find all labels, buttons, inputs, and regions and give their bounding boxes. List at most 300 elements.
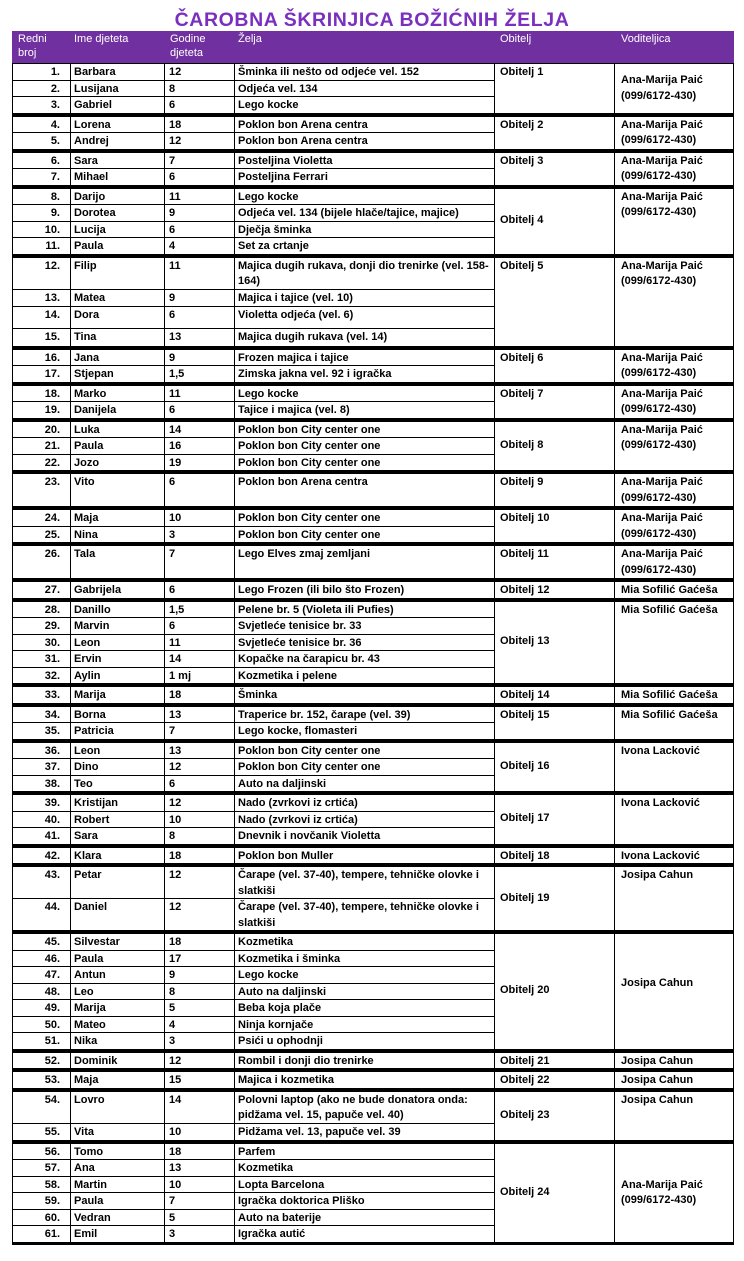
wish-text: Majica dugih rukava (vel. 14) xyxy=(238,330,388,343)
family-label: Obitelj 7 xyxy=(500,387,544,400)
leader-name: Ana-Marija Paić (099/6172-430) xyxy=(621,423,703,451)
row-number: 42. xyxy=(44,849,60,862)
wish-text: Poklon bon City center one xyxy=(238,423,381,436)
wish-text: Nado (zvrkovi iz crtića) xyxy=(238,797,358,809)
leader-name: Ana-Marija Paić (099/6172-430) xyxy=(621,259,703,287)
family-group xyxy=(12,149,734,185)
child-age: 10 xyxy=(169,1178,182,1191)
family-group xyxy=(12,598,734,684)
header-godine-djeteta: Godine djeteta xyxy=(170,33,206,59)
child-name: Barbara xyxy=(74,66,116,78)
row-number: 32. xyxy=(44,669,60,682)
leader-name: Ana-Marija Paić (099/6172-430) xyxy=(621,476,703,504)
family-group xyxy=(12,683,734,703)
table-row xyxy=(12,899,494,930)
wish-text: Psići u ophodnji xyxy=(238,1035,323,1047)
table-row xyxy=(12,812,494,828)
child-age: 11 xyxy=(169,636,181,649)
child-name: Borna xyxy=(74,708,106,721)
row-number: 44. xyxy=(44,901,60,913)
wish-text: Rombil i donji dio trenirke xyxy=(238,1054,374,1067)
wish-text: Lego kocke xyxy=(238,190,299,203)
page-title: ČAROBNA ŠKRINJICA BOŽIĆNIH ŽELJA xyxy=(174,9,570,31)
row-number: 8. xyxy=(50,190,60,203)
child-name: Klara xyxy=(74,849,102,862)
family-label: Obitelj 2 xyxy=(500,118,544,131)
table-row xyxy=(12,307,494,328)
child-name: Matea xyxy=(74,291,106,304)
row-number: 3. xyxy=(50,99,60,111)
row-number: 24. xyxy=(44,512,60,524)
wish-text: Igračka autić xyxy=(238,1228,306,1240)
family-group xyxy=(12,113,734,149)
row-number: 52. xyxy=(44,1054,60,1067)
table-row xyxy=(12,169,494,185)
child-age: 6 xyxy=(169,476,176,488)
family-label: Obitelj 21 xyxy=(500,1054,550,1067)
table-row xyxy=(12,222,494,238)
wish-text: Lego kocke xyxy=(238,99,299,111)
family-label: Obitelj 11 xyxy=(500,548,549,560)
table-row xyxy=(12,951,494,967)
child-age: 8 xyxy=(169,985,176,998)
child-age: 6 xyxy=(169,777,176,790)
family-group xyxy=(12,185,734,254)
family-group xyxy=(12,1068,734,1088)
table-row xyxy=(12,707,494,723)
child-name: Filip xyxy=(74,259,97,272)
table-row xyxy=(12,582,494,598)
wish-text: Pelene br. 5 (Violeta ili Pufies) xyxy=(238,603,394,616)
table-row xyxy=(12,1144,494,1160)
family-group xyxy=(12,382,734,418)
row-number: 22. xyxy=(44,456,60,469)
row-number: 16. xyxy=(44,351,60,364)
header-voditeljica: Voditeljica xyxy=(621,33,671,45)
table-row xyxy=(12,1092,494,1123)
row-number: 30. xyxy=(44,636,60,649)
row-number: 7. xyxy=(50,171,60,183)
child-name: Luka xyxy=(74,423,100,436)
row-number: 4. xyxy=(50,118,60,131)
table-row xyxy=(12,1000,494,1016)
wish-text: Poklon bon Arena centra xyxy=(238,476,368,488)
table-row xyxy=(12,668,494,684)
wish-text: Traperice br. 152, čarape (vel. 39) xyxy=(238,708,411,721)
wish-text: Lego kocke xyxy=(238,387,299,400)
table-row xyxy=(12,422,494,438)
child-age: 6 xyxy=(169,308,176,321)
row-number: 26. xyxy=(44,548,60,560)
wish-text: Lego kocke, flomasteri xyxy=(238,725,358,737)
child-name: Kristijan xyxy=(74,797,119,809)
child-age: 12 xyxy=(169,869,182,881)
family-group xyxy=(12,418,734,471)
child-name: Lovro xyxy=(74,1093,105,1106)
family-label: Obitelj 22 xyxy=(500,1074,550,1086)
child-age: 7 xyxy=(169,154,176,167)
wish-text: Kozmetika i šminka xyxy=(238,952,341,965)
row-number: 25. xyxy=(44,528,60,541)
child-name: Dorotea xyxy=(74,207,116,219)
table-row xyxy=(12,1033,494,1049)
table-row xyxy=(12,687,494,703)
leader-name: Mia Sofilić Gaćeša xyxy=(621,689,718,701)
leader-name: Ivona Lacković xyxy=(621,797,700,809)
child-name: Tina xyxy=(74,330,97,343)
table-row xyxy=(12,117,494,133)
child-name: Dino xyxy=(74,761,99,773)
row-number: 6. xyxy=(50,154,60,167)
child-age: 18 xyxy=(169,118,182,131)
table-row xyxy=(12,867,494,898)
wish-text: Frozen majica i tajice xyxy=(238,351,349,364)
child-name: Silvestar xyxy=(74,936,120,948)
row-number: 57. xyxy=(44,1162,60,1174)
table-row xyxy=(12,602,494,618)
wish-text: Poklon bon City center one xyxy=(238,744,381,757)
child-age: 8 xyxy=(169,82,176,95)
table-body xyxy=(12,63,734,1261)
table-row xyxy=(12,546,494,578)
child-age: 15 xyxy=(169,1074,182,1086)
child-age: 7 xyxy=(169,548,176,560)
child-age: 9 xyxy=(169,291,176,304)
row-number: 40. xyxy=(44,813,60,826)
family-label: Obitelj 9 xyxy=(500,476,544,488)
child-name: Paula xyxy=(74,240,104,252)
wish-text: Poklon bon City center one xyxy=(238,528,381,541)
table-row xyxy=(12,635,494,651)
wish-text: Kozmetika xyxy=(238,1162,294,1174)
family-label: Obitelj 1 xyxy=(500,66,544,78)
table-row xyxy=(12,618,494,634)
leader-name: Ana-Marija Paić (099/6172-430) xyxy=(621,74,703,102)
wish-text: Odjeća vel. 134 (bijele hlače/tajice, majice) xyxy=(238,207,459,219)
family-label: Obitelj 8 xyxy=(500,438,544,451)
family-group xyxy=(12,1049,734,1069)
row-number: 28. xyxy=(44,603,60,616)
wish-text: Auto na daljinski xyxy=(238,985,327,998)
row-number: 23. xyxy=(44,476,60,488)
row-number: 33. xyxy=(44,689,60,701)
table-row xyxy=(12,1177,494,1193)
leader-name: Mia Sofilić Gaćeša xyxy=(621,708,718,721)
child-age: 4 xyxy=(169,1018,176,1031)
child-name: Ana xyxy=(74,1162,95,1174)
child-name: Danillo xyxy=(74,603,111,616)
row-number: 31. xyxy=(44,653,60,665)
child-age: 3 xyxy=(169,1035,176,1047)
family-group xyxy=(12,1088,734,1140)
child-name: Nika xyxy=(74,1035,98,1047)
wish-text: Odjeća vel. 134 xyxy=(238,82,318,95)
leader-name: Josipa Cahun xyxy=(621,869,694,881)
table-row xyxy=(12,290,494,306)
child-age: 13 xyxy=(169,744,182,757)
family-label: Obitelj 19 xyxy=(500,891,550,904)
child-name: Paula xyxy=(74,1195,104,1207)
child-age: 11 xyxy=(169,259,181,272)
row-number: 61. xyxy=(44,1228,60,1240)
wish-text: Lego Elves zmaj zemljani xyxy=(238,548,371,560)
table-row xyxy=(12,189,494,205)
row-number: 19. xyxy=(44,404,60,416)
child-name: Leon xyxy=(74,744,101,757)
wish-text: Kozmetika i pelene xyxy=(238,669,338,682)
child-name: Maja xyxy=(74,1074,99,1086)
table-row xyxy=(12,984,494,1000)
table-row xyxy=(12,828,494,844)
child-age: 12 xyxy=(169,135,182,147)
child-age: 13 xyxy=(169,708,182,721)
child-age: 8 xyxy=(169,830,176,842)
child-name: Nina xyxy=(74,528,98,541)
table-row xyxy=(12,350,494,366)
child-name: Tala xyxy=(74,548,96,560)
wish-text: Violetta odjeća (vel. 6) xyxy=(238,308,354,321)
child-age: 6 xyxy=(169,404,176,416)
child-name: Stjepan xyxy=(74,368,114,380)
wish-text: Majica dugih rukava, donji dio trenirke (vel. 158-164) xyxy=(238,259,489,287)
family-group xyxy=(12,930,734,1049)
wish-text: Šminka xyxy=(238,689,278,701)
table-row xyxy=(12,153,494,169)
family-label: Obitelj 3 xyxy=(500,154,544,167)
leader-name: Mia Sofilić Gaćeša xyxy=(621,584,718,596)
row-number: 55. xyxy=(44,1125,60,1138)
row-number: 37. xyxy=(44,761,60,773)
family-group xyxy=(12,739,734,792)
family-label: Obitelj 10 xyxy=(500,512,550,524)
child-name: Paula xyxy=(74,952,104,965)
child-age: 6 xyxy=(169,99,176,111)
child-age: 9 xyxy=(169,207,176,219)
child-name: Marvin xyxy=(74,620,110,632)
child-name: Daniel xyxy=(74,901,108,913)
wish-text: Kozmetika xyxy=(238,936,294,948)
row-number: 47. xyxy=(44,969,60,981)
row-number: 46. xyxy=(44,952,60,965)
leader-name: Ana-Marija Paić (099/6172-430) xyxy=(621,387,703,415)
child-age: 14 xyxy=(169,423,182,436)
table-row xyxy=(12,402,494,418)
header-zelja: Želja xyxy=(238,33,262,45)
child-name: Maja xyxy=(74,512,99,524)
wish-text: Posteljina Ferrari xyxy=(238,171,328,183)
wish-text: Polovni laptop (ako ne bude donatora onda: pidžama vel. 15, papuče vel. 40) xyxy=(238,1093,468,1121)
wish-text: Nado (zvrkovi iz crtića) xyxy=(238,813,358,826)
table-bottom-border xyxy=(12,1242,734,1245)
wish-text: Šminka ili nešto od odjeće vel. 152 xyxy=(238,66,419,78)
header-obitelj: Obitelj xyxy=(500,33,532,45)
child-name: Petar xyxy=(74,869,102,881)
child-age: 18 xyxy=(169,1145,182,1158)
wish-text: Parfem xyxy=(238,1145,276,1158)
table-row xyxy=(12,1210,494,1226)
row-number: 11. xyxy=(45,240,60,252)
table-row xyxy=(12,527,494,543)
child-age: 9 xyxy=(169,351,176,364)
child-name: Jana xyxy=(74,351,100,364)
child-age: 14 xyxy=(169,653,182,665)
wish-text: Auto na baterije xyxy=(238,1211,322,1224)
family-group xyxy=(12,1140,734,1242)
wish-text: Igračka doktorica Pliško xyxy=(238,1195,365,1207)
wish-text: Auto na daljinski xyxy=(238,777,327,790)
table-row xyxy=(12,238,494,254)
child-name: Lusijana xyxy=(74,82,119,95)
child-name: Martin xyxy=(74,1178,107,1191)
leader-name: Ivona Lacković xyxy=(621,744,700,757)
child-name: Emil xyxy=(74,1228,98,1240)
table-row xyxy=(12,743,494,759)
child-age: 9 xyxy=(169,969,176,981)
wish-text: Majica i tajice (vel. 10) xyxy=(238,291,353,304)
child-name: Andrej xyxy=(74,135,109,147)
child-age: 5 xyxy=(169,1211,176,1224)
family-group xyxy=(12,506,734,542)
table-row xyxy=(12,1017,494,1033)
family-label: Obitelj 20 xyxy=(500,984,550,997)
child-name: Leon xyxy=(74,636,101,649)
leader-name: Ana-Marija Paić (099/6172-430) xyxy=(621,190,703,218)
child-name: Sara xyxy=(74,154,98,167)
family-group xyxy=(12,346,734,382)
child-name: Dora xyxy=(74,308,100,321)
wish-text: Čarape (vel. 37-40), tempere, tehničke olovke i slatkiši xyxy=(238,869,479,897)
family-group xyxy=(12,791,734,844)
leader-name: Josipa Cahun xyxy=(621,1093,694,1106)
row-number: 13. xyxy=(44,291,60,304)
family-label: Obitelj 16 xyxy=(500,759,550,772)
row-number: 12. xyxy=(44,259,60,272)
table-row xyxy=(12,64,494,80)
wish-text: Lopta Barcelona xyxy=(238,1178,325,1191)
child-age: 13 xyxy=(169,1162,182,1174)
child-age: 16 xyxy=(169,440,182,452)
child-name: Gabriel xyxy=(74,99,112,111)
child-age: 12 xyxy=(169,1054,182,1067)
row-number: 48. xyxy=(44,985,60,998)
table-row xyxy=(12,1124,494,1140)
child-age: 11 xyxy=(169,387,181,400)
row-number: 5. xyxy=(50,135,60,147)
family-group xyxy=(12,844,734,864)
wish-text: Zimska jakna vel. 92 i igračka xyxy=(238,368,392,380)
row-number: 60. xyxy=(44,1211,60,1224)
table-row xyxy=(12,438,494,454)
family-group xyxy=(12,542,734,578)
child-age: 1,5 xyxy=(169,368,185,380)
row-number: 27. xyxy=(44,584,60,596)
child-name: Marko xyxy=(74,387,107,400)
leader-name: Ana-Marija Paić (099/6172-430) xyxy=(621,512,703,540)
row-number: 17. xyxy=(44,368,60,380)
row-number: 21. xyxy=(44,440,60,452)
child-age: 6 xyxy=(169,171,176,183)
child-age: 14 xyxy=(169,1093,182,1106)
wish-text: Poklon bon Muller xyxy=(238,849,334,862)
table-row xyxy=(12,1193,494,1209)
family-label: Obitelj 13 xyxy=(500,635,550,648)
wish-text: Poklon bon City center one xyxy=(238,761,381,773)
child-age: 7 xyxy=(169,1195,176,1207)
table-row xyxy=(12,1160,494,1176)
child-age: 18 xyxy=(169,689,182,701)
leader-name: Ivona Lacković xyxy=(621,849,700,862)
leader-name: Ana-Marija Paić (099/6172-430) xyxy=(621,548,703,576)
child-age: 12 xyxy=(169,66,182,78)
family-label: Obitelj 23 xyxy=(500,1108,550,1121)
child-name: Antun xyxy=(74,969,106,981)
child-age: 6 xyxy=(169,584,176,596)
family-label: Obitelj 14 xyxy=(500,689,550,701)
family-label: Obitelj 5 xyxy=(500,259,544,272)
row-number: 59. xyxy=(44,1195,60,1207)
leader-name: Mia Sofilić Gaćeša xyxy=(621,603,718,616)
row-number: 43. xyxy=(44,869,60,881)
row-number: 34. xyxy=(44,708,60,721)
child-name: Darijo xyxy=(74,190,106,203)
family-label: Obitelj 17 xyxy=(500,812,550,825)
row-number: 35. xyxy=(44,725,60,737)
child-age: 1 mj xyxy=(169,669,192,682)
wish-text: Majica i kozmetika xyxy=(238,1074,334,1086)
row-number: 36. xyxy=(44,744,60,757)
child-name: Vedran xyxy=(74,1211,111,1224)
wish-text: Lego kocke xyxy=(238,969,299,981)
family-label: Obitelj 18 xyxy=(500,849,550,862)
table-row xyxy=(12,651,494,667)
wish-text: Poklon bon City center one xyxy=(238,512,381,524)
family-group xyxy=(12,578,734,598)
family-group xyxy=(12,470,734,506)
child-age: 19 xyxy=(169,456,182,469)
wish-text: Dnevnik i novčanik Violetta xyxy=(238,830,381,842)
table-row xyxy=(12,205,494,221)
row-number: 20. xyxy=(44,423,60,436)
row-number: 41. xyxy=(44,830,60,842)
row-number: 2. xyxy=(50,82,60,95)
family-label: Obitelj 6 xyxy=(500,351,544,364)
child-age: 18 xyxy=(169,849,182,862)
row-number: 38. xyxy=(44,777,60,790)
child-name: Sara xyxy=(74,830,98,842)
child-age: 12 xyxy=(169,797,182,809)
child-name: Vita xyxy=(74,1125,94,1138)
row-number: 49. xyxy=(44,1002,60,1014)
table-row xyxy=(12,386,494,402)
table-row xyxy=(12,97,494,113)
child-name: Patricia xyxy=(74,725,114,737)
child-age: 5 xyxy=(169,1002,176,1014)
child-name: Danijela xyxy=(74,404,117,416)
child-age: 13 xyxy=(169,330,182,343)
table-row xyxy=(12,795,494,811)
table-row xyxy=(12,81,494,97)
row-number: 53. xyxy=(44,1074,60,1086)
child-age: 12 xyxy=(169,761,182,773)
leader-name: Josipa Cahun xyxy=(621,1054,694,1067)
wish-text: Pidžama vel. 13, papuče vel. 39 xyxy=(238,1125,401,1138)
row-number: 58. xyxy=(44,1178,60,1191)
wish-text: Beba koja plače xyxy=(238,1002,322,1014)
family-label: Obitelj 12 xyxy=(500,584,550,596)
child-age: 10 xyxy=(169,1125,182,1138)
child-age: 10 xyxy=(169,512,182,524)
child-name: Aylin xyxy=(74,669,101,682)
